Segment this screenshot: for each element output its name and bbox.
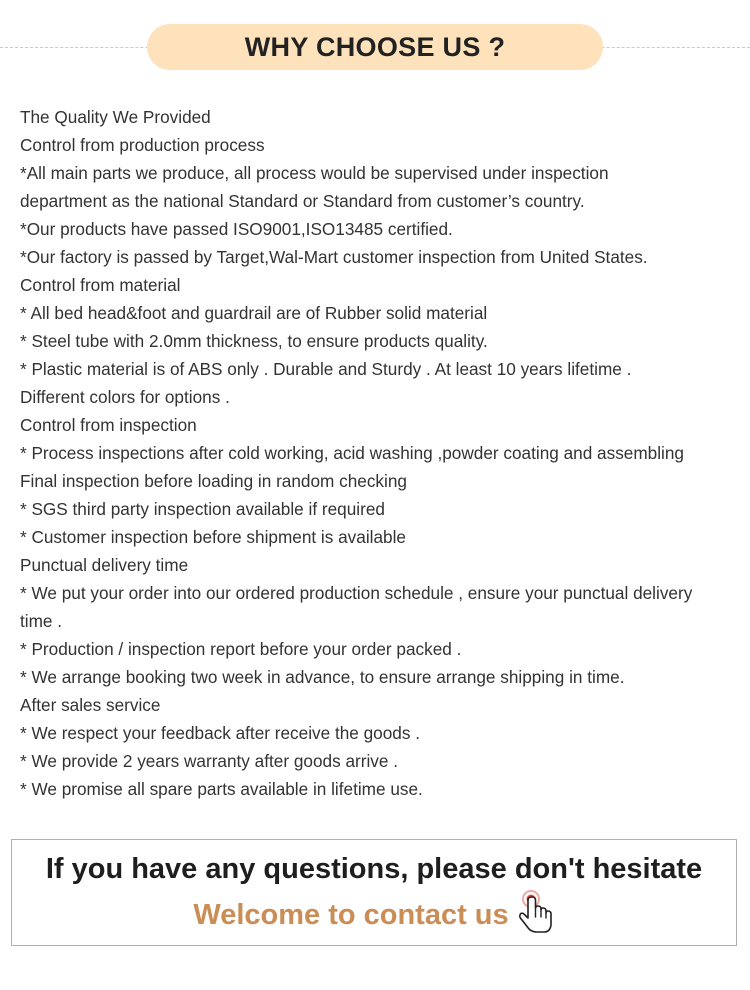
text-line: * Process inspections after cold working, acid washing ,powder coating and assembling: [20, 443, 684, 463]
text-line: Control from inspection: [20, 415, 197, 435]
text-line: After sales service: [20, 695, 161, 715]
contact-welcome-link[interactable]: Welcome to contact us: [193, 898, 509, 931]
text-line: * All bed head&foot and guardrail are of Rubber solid material: [20, 303, 488, 323]
text-line: * We put your order into our ordered production schedule , ensure your punctual delivery: [20, 583, 693, 603]
header-banner: [147, 24, 603, 70]
text-line: * Production / inspection report before your order packed .: [20, 639, 462, 659]
text-line: *Our factory is passed by Target,Wal-Mart customer inspection from United States.: [20, 247, 648, 267]
page-title: WHY CHOOSE US ?: [244, 31, 506, 62]
text-line: department as the national Standard or Standard from customer’s country.: [20, 191, 585, 211]
text-line: * SGS third party inspection available if required: [20, 499, 385, 519]
text-line: *Our products have passed ISO9001,ISO13485 certified.: [20, 219, 453, 239]
pointing-hand-icon: [517, 890, 555, 934]
quality-description: [20, 103, 735, 803]
text-line: Control from material: [20, 275, 181, 295]
text-line: * We respect your feedback after receive the goods .: [20, 723, 420, 743]
text-line: * We provide 2 years warranty after goods arrive .: [20, 751, 398, 771]
text-line: time .: [20, 611, 63, 631]
text-line: * Customer inspection before shipment is available: [20, 527, 406, 547]
text-line: Control from production process: [20, 135, 265, 155]
text-line: Punctual delivery time: [20, 555, 189, 575]
text-line: * Steel tube with 2.0mm thickness, to ensure products quality.: [20, 331, 488, 351]
text-line: * We arrange booking two week in advance, to ensure arrange shipping in time.: [20, 667, 625, 687]
contact-box: [11, 839, 737, 946]
contact-question: If you have any questions, please don't hesitate: [45, 853, 703, 885]
text-line: Final inspection before loading in random checking: [20, 471, 407, 491]
text-line: * Plastic material is of ABS only . Durable and Sturdy . At least 10 years lifetime .: [20, 359, 632, 379]
text-line: Different colors for options .: [20, 387, 230, 407]
text-line: *All main parts we produce, all process would be supervised under inspection: [20, 163, 609, 183]
text-line: * We promise all spare parts available in lifetime use.: [20, 779, 423, 799]
text-line: The Quality We Provided: [20, 107, 211, 127]
contact-cta[interactable]: [12, 896, 736, 934]
